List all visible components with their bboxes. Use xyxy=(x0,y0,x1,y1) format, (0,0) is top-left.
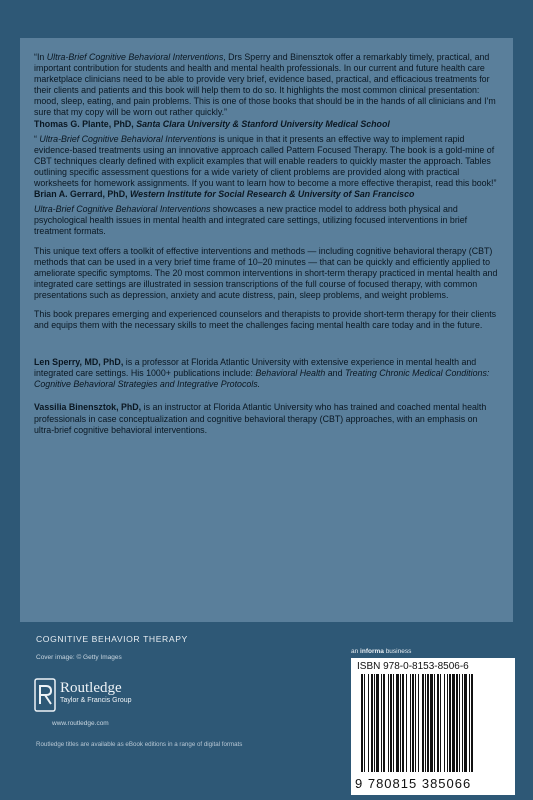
endorsement-attribution-1: Thomas G. Plante, PhD, Santa Clara University & Stanford University Medical School xyxy=(34,118,390,129)
ebook-note: Routledge titles are available as eBook editions in a range of digital formats xyxy=(36,741,243,748)
barcode-digits: 9 780815 385066 xyxy=(355,776,472,791)
publisher-group: Taylor & Francis Group xyxy=(60,697,132,704)
endorsement-quote-2: “ Ultra-Brief Cognitive Behavioral Interventions is unique in that it presents an effective way to implement rapid evidence-based treatments using an innovative approach called Pattern Focused Therapy. The book is a gold-mine of CBT techniques clearly defined with explicit examples that will enable readers to quickly master the approach. Tables outlining specific assessment questions for a wide variety of client problems are provided along with practical worksheets for homework assignments. If you want to learn how to become a more effective therapist, read this book!” xyxy=(34,133,497,189)
routledge-wordmark xyxy=(60,680,132,705)
barcode-box xyxy=(351,658,515,795)
routledge-logo xyxy=(34,678,184,718)
text-panel xyxy=(20,38,513,622)
endorsement-attribution-2: Brian A. Gerrard, PhD, Western Institute for Social Research & University of San Francisco xyxy=(34,189,415,200)
isbn-number: ISBN 978-0-8153-8506-6 xyxy=(357,661,469,672)
author-bio-binensztok: Vassilia Binensztok, PhD, is an instructor at Florida Atlantic University who has trained and coached mental health professionals in case conceptualization and cognitive behavioral therapy (CBT) approaches, with an emphasis on ultra-brief cognitive behavioral interventions. xyxy=(34,402,487,435)
text-panel-content xyxy=(34,52,499,436)
barcode-icon xyxy=(359,674,507,780)
author-bio-sperry: Len Sperry, MD, PhD, is a professor at Florida Atlantic University with extensive experience in mental health and integrated care settings. His 1000+ publications include: Behavioral Health and Treating Chronic Medical Conditions: Cognitive Behavioral Strategies and Integrative Protocols. xyxy=(34,357,490,390)
publisher-name: Routledge xyxy=(60,680,122,696)
description-paragraph-3: This book prepares emerging and experienced counselors and therapists to provide short-term therapy for their clients and equips them with the necessary skills to meet the challenges facing mental health care today and in the future. xyxy=(34,308,497,331)
routledge-emblem-icon xyxy=(34,678,56,712)
endorsement-quote-1: “In Ultra-Brief Cognitive Behavioral Interventions, Drs Sperry and Binensztok offer a remarkably timely, practical, and important contribution for students and health and mental health professionals. In our current and future health care marketplace clinicians need to be able to provide very brief, evidence based, practical, and efficacious treatments for their clients and patients and this book will help them to do so. It highlights the most common clinical presentation: mood, sleep, eating, and pain problems. This is one of those books that should be in the hands of all clinicians and I'm sure that my copy will be worn out rather quickly.” xyxy=(34,52,496,118)
informa-note: an informa business xyxy=(351,648,412,655)
description-paragraph-2: This unique text offers a toolkit of effective interventions and methods — including cognitive behavioral therapy (CBT) methods that can be used in a very brief time frame of 10–20 minutes — that can be quickly and efficiently applied to ameliorate specific symptoms. The 20 most common interventions in short-term therapy practiced in mental health and integrated care settings are illustrated in session transcriptions of the full course of focused therapy, with common presentations such as depression, anxiety and acute distress, pain, sleep problems, and weight problems. xyxy=(34,245,498,300)
description-paragraph-1: Ultra-Brief Cognitive Behavioral Interventions showcases a new practice model to address both physical and psychological health issues in mental health and integrated care settings, utilizing focused interventions in brief treatment formats. xyxy=(34,204,468,237)
publisher-website: www.routledge.com xyxy=(52,720,109,727)
cover-image-credit: Cover image: © Getty Images xyxy=(36,654,122,661)
subject-category: COGNITIVE BEHAVIOR THERAPY xyxy=(36,634,188,644)
footer-area xyxy=(0,622,533,800)
